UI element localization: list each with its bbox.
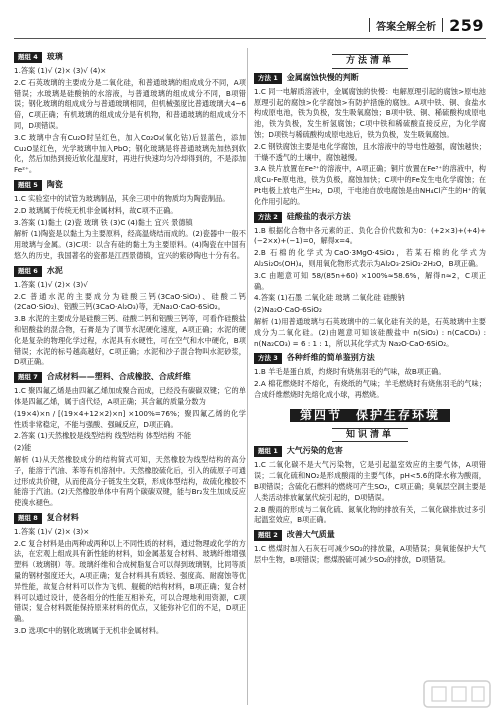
- group-tag: 题组 2: [254, 530, 282, 541]
- answer-line: (2)能: [14, 443, 32, 453]
- answer-line: 1.答案 (1)√ (2)× (3)×: [14, 526, 90, 536]
- answer-line: 解析 (1)陶瓷是以黏土为主要原料，经高温烧结而成的。(2)瓷器中一般不用玻璃与金属。(3)C项：以含有硅的黏土为主要原料。(4)陶瓷在中国有悠久的历史，我国著名的瓷都是江西景德镇，宜兴的紫砂陶也十分有名。: [14, 229, 246, 260]
- answer-line: 1.C 实验室中的试管为玻璃制品，其余三项中的物质均为陶瓷制品。: [14, 193, 230, 203]
- method-heading: [254, 73, 486, 84]
- header-separator: [369, 18, 370, 32]
- group-tag: 题组 4: [14, 52, 42, 63]
- answer-line: 1.B 根据化合物中各元素的正、负化合价代数和为0：(+2×3)+(+4)+(−2×x)+(−1)=0，解得x=4。: [254, 225, 486, 246]
- answer-line: 1.C 同一电解质溶液中，金属腐蚀的快慢：电解原理引起的腐蚀>原电池原理引起的腐蚀>化学腐蚀>有防护措施的腐蚀。A项中铁、铜、食盐水构成原电池，铁为负极，发生吸氧腐蚀；B项中铁、铜、稀硫酸构成原电池，铁为负极，发生析氢腐蚀；C项中铁和稀硫酸直接反应，为化学腐蚀；D项铁与稀硫酸构成原电池后，铁为负极，发生吸氧腐蚀。: [254, 86, 486, 139]
- answer-line: 解析 (1)从天然橡胶成分的结构简式可知，天然橡胶为线型结构的高分子，能溶于汽油、苯等有机溶剂中。天然橡胶硫化后，引入的硫原子可通过形成共价键，从而使高分子链发生交联，形成体型结构，故硫化橡胶不能溶于汽油。(2)天然橡胶单体中有两个碳碳双键，能与Br₂发生加成反应使溴水褪色。: [14, 454, 246, 508]
- knowledge-banner-label: 知识清单: [332, 428, 408, 443]
- method-title: 各种纤维的简单鉴别方法: [286, 353, 375, 363]
- group-heading: [14, 266, 246, 277]
- answer-line: 2.C 石英玻璃的主要成分是二氧化硅，和普通玻璃的组成成分不同，A项错误；水玻璃是硅酸钠的水溶液，与普通玻璃的组成成分不同，B项错误；钢化玻璃的组成成分与普通玻璃相同，但机械强度比普通玻璃大4~6倍，C项正确；有机玻璃的组成成分是有机物，和普通玻璃的组成成分不同，D项错误。: [14, 77, 246, 130]
- group-title: 合成材料——塑料、合成橡胶、合成纤维: [46, 372, 191, 382]
- group-title: 大气污染的危害: [286, 446, 343, 456]
- answer-line: 3.A 铁片放置在Fe³⁺的溶液中，A项正确；铜片放置在Fe³⁺的溶液中，构成Cu-Fe原电池，铁为负极，腐蚀加快；C项中的Fe发生电化学腐蚀；在Pt电极上放电产生H₂，D项，干电池自放电腐蚀是由NH₄Cl产生的H⁺的氧化作用引起的。: [254, 164, 486, 206]
- answer-line: 2.C 钢铁腐蚀主要是电化学腐蚀，且水溶液中的导电性越强，腐蚀越快；干燥不透气的土壤中，腐蚀越慢。: [254, 141, 486, 162]
- answer-line: 解析 (1)用普通玻璃与石英玻璃中的二氧化硅有关的是，石英玻璃中主要成分为二氧化硅。(2)由题意可知该硅酸盐中 n(SiO₂) : n(CaCO₃) : n(Na₂CO₃) = 6 : 1 : 1，所以其化学式为 Na₂O·CaO·6SiO₂。: [254, 316, 486, 348]
- answer-line: 4.答案 (1)石墨 二氧化硅 玻璃 二氧化硅 硅酸钠: [254, 293, 405, 303]
- method-title: 硅酸盐的表示方法: [286, 211, 351, 221]
- group-heading: [14, 513, 246, 524]
- group-tag: 题组 1: [254, 446, 282, 457]
- watermark-stamp-icon: [422, 677, 492, 711]
- answer-line: 1.C 二氧化碳不是大气污染物，它是引起温室效应的主要气体，A项错误；二氧化硫和NO₂是形成酸雨的主要气体，pH<5.6的降水称为酸雨，B项错误；含硫化石燃料的燃烧可产生SO₂，C项正确；臭氧层空洞主要是人类活动排放氟氯代烷引起的，D项错误。: [254, 460, 486, 502]
- group-tag: 题组 6: [14, 266, 42, 277]
- section-heading-label: 第四节 保护生存环境: [290, 409, 450, 422]
- answer-line: 2.A 棉花燃烧时不熔化，有烧纸的气味；羊毛燃烧时有烧焦羽毛的气味；合成纤维燃烧时先熔化成小球，再燃烧。: [254, 379, 486, 399]
- right-column: [254, 48, 486, 567]
- answer-line: 3.C 玻璃中含有Cu₂O时呈红色，加入Co₂O₃(氧化钴)后显蓝色，添加Cu₂O显红色，光学玻璃中加入PbO；钢化玻璃是将普通玻璃先加热到软化，然后加热到接近软化温度时，再进行快速均匀冷却得到的，不是添加Fe²⁺。: [14, 132, 246, 175]
- method-heading: [254, 353, 486, 364]
- answer-line: 1.C 燃煤时加入石灰石可减少SO₂的排放量，A项错误；臭氧能保护大气层中生物，B项错误；燃煤脱硫可减少SO₂的排放，D项错误。: [254, 544, 486, 564]
- answer-line: 2.B 酸雨的形成与二氧化硫、氮氧化物的排放有关，二氧化碳排放过多引起温室效应，B项正确。: [254, 504, 486, 525]
- method-banner-label: 方法清单: [332, 54, 408, 69]
- header-section-label: 答案全解全析: [376, 21, 437, 33]
- header-separator: [442, 18, 443, 32]
- answer-line: 3.D 选项C中的钢化玻璃属于无机非金属材料。: [14, 626, 164, 636]
- answer-line: 1.C 聚四氟乙烯是由四氟乙烯加成聚合而成，已经没有碳碳双键；它的单体是四氟乙烯，属于卤代烃，A项正确；其含氟的质量分数为: [14, 386, 246, 406]
- section-heading: [254, 409, 486, 422]
- method-heading: [254, 212, 486, 223]
- group-title: 陶瓷: [46, 180, 63, 190]
- method-tag: 方法 2: [254, 212, 282, 223]
- answer-line: 1.答案 (1)√ (2)× (3)√: [14, 279, 88, 289]
- group-heading: [14, 52, 246, 63]
- answer-line: 2.D 玻璃属于传统无机非金属材料，故C项不正确。: [14, 205, 178, 215]
- page-number: 259: [449, 15, 484, 35]
- method-title: 金属腐蚀快慢的判断: [286, 72, 359, 82]
- method-banner: [254, 54, 486, 69]
- group-heading: [254, 446, 486, 457]
- group-title: 玻璃: [46, 52, 63, 62]
- method-tag: 方法 1: [254, 73, 282, 84]
- method-tag: 方法 3: [254, 353, 282, 364]
- knowledge-banner: [254, 428, 486, 443]
- group-tag: 题组 7: [14, 372, 42, 383]
- answer-line: 2.答案 (1)天然橡胶是线型结构 线型结构 体型结构 不能: [14, 431, 192, 441]
- left-column: [14, 48, 246, 638]
- answer-line: 2.C 普通水泥的主要成分为硅酸三钙(3CaO·SiO₂)、硅酸二钙(2CaO·SiO₂)、铝酸三钙(3CaO·Al₂O₃)等，无Na₂O·CaO·6SiO₂。: [14, 291, 246, 312]
- answer-line: 3.答案 (1)黏土 (2)瓷 玻璃 铁 (3)C (4)黏土 宜兴 景德镇: [14, 217, 193, 227]
- answer-line: 3.B 水泥的主要成分是硅酸三钙、硅酸二钙和铝酸三钙等，可看作硅酸盐和铝酸盐的混合物，石膏是为了调节水泥硬化速度，A项正确；水泥的硬化是复杂的物理化学过程，水泥具有水硬性，可在空气和水中硬化，B项错误；水泥的标号越高越好，C项正确；水泥和沙子混合物叫水泥砂浆，D项正确。: [14, 314, 246, 367]
- answer-line: 2.B 石棉的化学式为CaO·3MgO·4SiO₂，若某石棉的化学式为Al₂Si₂O₅(OH)₄，则用氧化物形式表示为Al₂O₃·2SiO₂·2H₂O，B项正确。: [254, 248, 486, 268]
- column-divider: [247, 48, 248, 705]
- group-title: 水泥: [46, 265, 63, 275]
- group-heading: [14, 180, 246, 191]
- answer-line: (19×4)×n / [(19×4+12×2)×n] ×100%=76%；聚四氟乙烯的化学性质非常稳定，不能与强酸、强碱反应，D项正确。: [14, 408, 246, 429]
- group-title: 复合材料: [46, 512, 79, 522]
- page-header: [369, 14, 484, 36]
- group-tag: 题组 5: [14, 180, 42, 191]
- group-tag: 题组 8: [14, 513, 42, 524]
- group-heading: [14, 372, 246, 383]
- group-title: 改善大气质量: [286, 530, 335, 540]
- answer-line: 3.C 由题意可知 58/(85n+60) ×100%≈58.6%，解得n≈2，C项正确。: [254, 270, 486, 291]
- answer-line: (2)Na₂O·CaO·6SiO₂: [254, 305, 322, 315]
- answer-line: 1.答案 (1)√ (2)× (3)√ (4)×: [14, 66, 107, 75]
- group-heading: [254, 530, 486, 541]
- answer-line: 1.B 羊毛是蛋白质，灼烧时有烧焦羽毛的气味，故B项正确。: [254, 367, 446, 377]
- answer-line: 2.C 复合材料是由两种或两种以上不同性质的材料，通过物理或化学的方法，在宏观上组成具有新性能的材料，如金属基复合材料、玻璃纤维增强塑料（玻璃钢）等。玻璃纤维和合成树脂复合可以得到玻璃钢，比同等质量的钢材强度还大，A项正确；复合材料具有质轻、强度高、耐腐蚀等优异性能，故复合材料可以作为飞机、舰艇的结构材料，B项正确；复合材料可以通过设计，使各组分的性能互相补充，可以合理地利用资源，C项错误；复合材料既能保持原来材料的优点，又能弥补它们的不足，D项正确。: [14, 538, 246, 624]
- header-rule: [14, 38, 486, 39]
